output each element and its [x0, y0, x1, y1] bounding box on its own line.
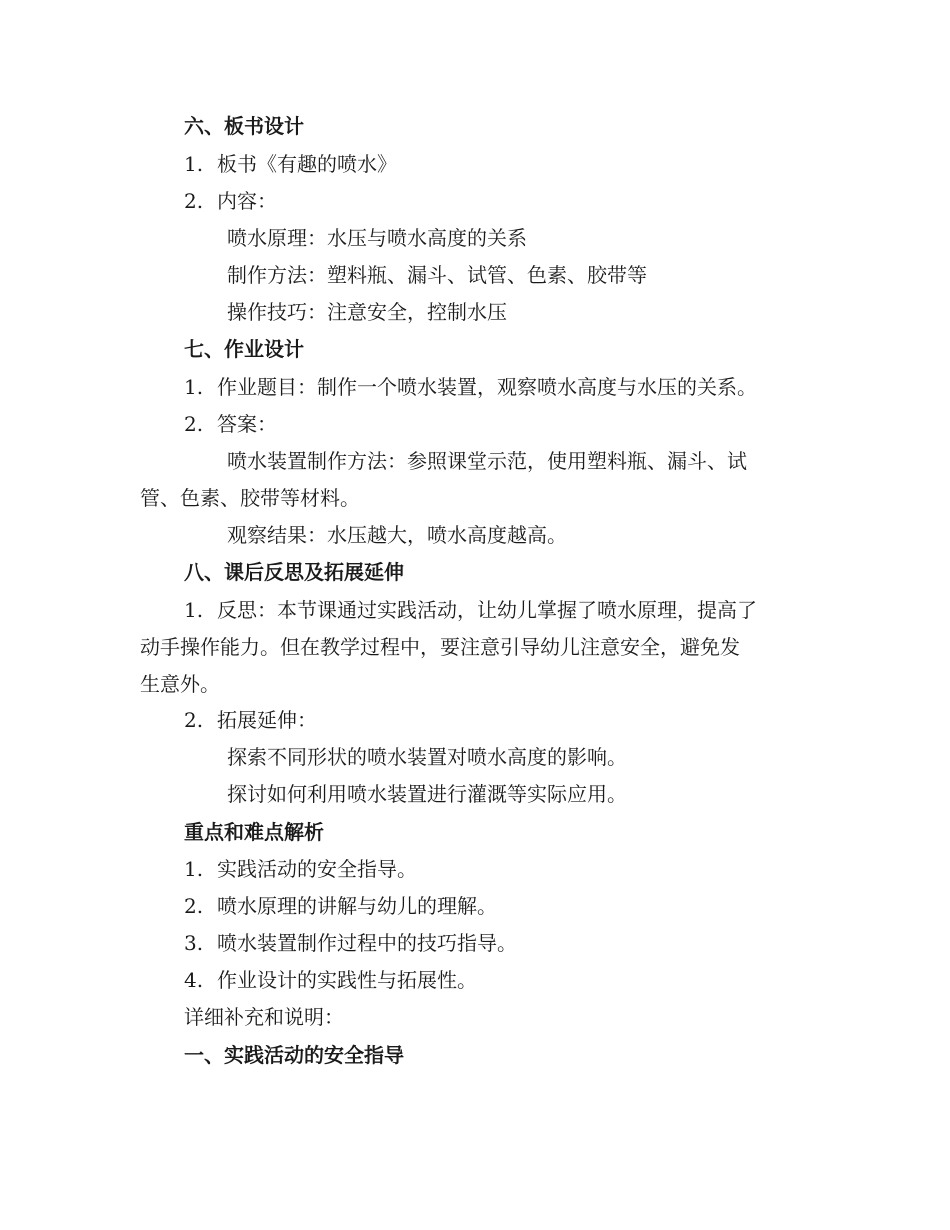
paragraph-line: 喷水装置制作方法：参照课堂示范，使用塑料瓶、漏斗、试 [227, 449, 747, 473]
item-number: 2. [184, 708, 204, 732]
sub-item: 制作方法：塑料瓶、漏斗、试管、色素、胶带等 [227, 263, 647, 287]
sub-item: 探索不同形状的喷水装置对喷水高度的影响。 [227, 745, 627, 769]
section-heading-key-points: 重点和难点解析 [184, 820, 324, 844]
supplement-label: 详细补充和说明： [184, 1005, 344, 1029]
list-item [184, 375, 757, 399]
section-heading-homework: 七、作业设计 [184, 337, 304, 361]
item-text: 作业题目：制作一个喷水装置，观察喷水高度与水压的关系。 [217, 375, 757, 399]
paragraph-line: 管、色素、胶带等材料。 [140, 486, 360, 510]
section-heading-board-design: 六、板书设计 [184, 114, 304, 138]
sub-item: 操作技巧：注意安全，控制水压 [227, 300, 507, 324]
list-item [184, 968, 477, 992]
list-item [184, 857, 417, 881]
item-text: 板书《有趣的喷水》 [217, 152, 397, 176]
item-text: 内容： [217, 189, 277, 213]
paragraph-line: 生意外。 [140, 672, 220, 696]
list-item [184, 708, 317, 732]
item-number: 2. [184, 894, 204, 918]
list-item [184, 598, 757, 622]
item-number: 2. [184, 189, 204, 213]
list-item [184, 152, 397, 176]
item-text: 拓展延伸： [217, 708, 317, 732]
item-number: 3. [184, 931, 204, 955]
item-text: 实践活动的安全指导。 [217, 857, 417, 881]
item-text: 作业设计的实践性与拓展性。 [217, 968, 477, 992]
item-number: 2. [184, 412, 204, 436]
item-number: 1. [184, 152, 204, 176]
item-text: 喷水装置制作过程中的技巧指导。 [217, 931, 517, 955]
sub-item: 喷水原理：水压与喷水高度的关系 [227, 226, 527, 250]
item-number: 1. [184, 857, 204, 881]
paragraph-line: 动手操作能力。但在教学过程中，要注意引导幼儿注意安全，避免发 [140, 635, 740, 659]
list-item [184, 931, 517, 955]
item-number: 1. [184, 375, 204, 399]
paragraph-line: 观察结果：水压越大，喷水高度越高。 [227, 523, 567, 547]
item-number: 4. [184, 968, 204, 992]
list-item [184, 412, 277, 436]
section-heading-safety: 一、实践活动的安全指导 [184, 1043, 404, 1067]
list-item [184, 894, 497, 918]
section-heading-reflection: 八、课后反思及拓展延伸 [184, 560, 404, 584]
item-text: 反思：本节课通过实践活动，让幼儿掌握了喷水原理，提高了 [217, 598, 757, 622]
item-text: 喷水原理的讲解与幼儿的理解。 [217, 894, 497, 918]
item-text: 答案： [217, 412, 277, 436]
sub-item: 探讨如何利用喷水装置进行灌溉等实际应用。 [227, 782, 627, 806]
item-number: 1. [184, 598, 204, 622]
list-item [184, 189, 277, 213]
